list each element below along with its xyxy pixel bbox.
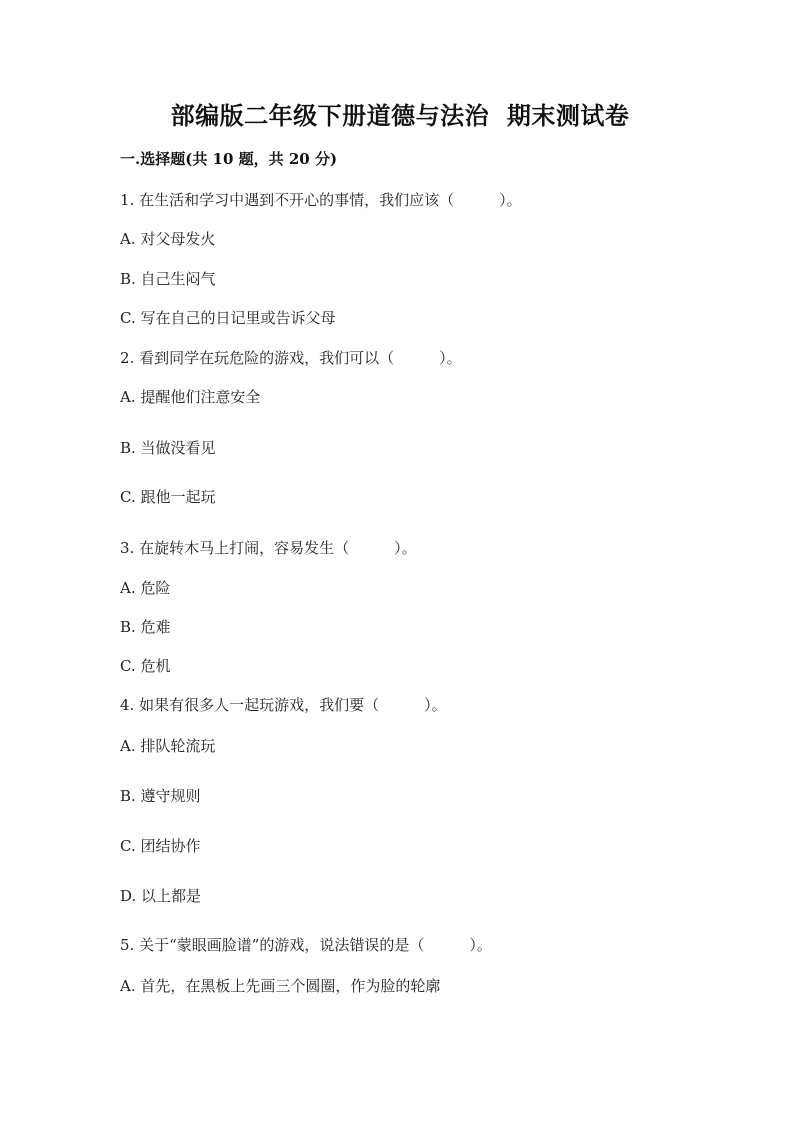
answer-option: A. 排队轮流玩	[120, 737, 216, 755]
answer-option: C. 写在自己的日记里或告诉父母	[120, 309, 336, 327]
answer-option: A. 危险	[120, 579, 171, 597]
question-stem: 5. 关于“蒙眼画脸谱”的游戏，说法错误的是（ ）。	[120, 936, 492, 954]
question-stem: 3. 在旋转木马上打闹，容易发生（ ）。	[120, 539, 417, 557]
answer-option: C. 跟他一起玩	[120, 488, 216, 506]
question-stem: 2. 看到同学在玩危险的游戏，我们可以（ ）。	[120, 349, 462, 367]
question-stem: 4. 如果有很多人一起玩游戏，我们要（ ）。	[120, 696, 447, 714]
answer-option: B. 遵守规则	[120, 787, 201, 805]
answer-option: B. 自己生闷气	[120, 270, 216, 288]
answer-option: A. 首先，在黑板上先画三个圆圈，作为脸的轮廓	[120, 977, 441, 995]
section-heading: 一.选择题(共 10 题，共 20 分)	[120, 150, 338, 168]
question-stem: 1. 在生活和学习中遇到不开心的事情，我们应该（ ）。	[120, 191, 522, 209]
answer-option: C. 团结协作	[120, 837, 201, 855]
answer-option: A. 提醒他们注意安全	[120, 388, 261, 406]
page-title: 部编版二年级下册道德与法治 期末测试卷	[170, 101, 630, 130]
answer-option: A. 对父母发火	[120, 230, 216, 248]
answer-option: B. 当做没看见	[120, 439, 216, 457]
answer-option: B. 危难	[120, 618, 171, 636]
answer-option: D. 以上都是	[120, 887, 202, 905]
answer-option: C. 危机	[120, 657, 171, 675]
